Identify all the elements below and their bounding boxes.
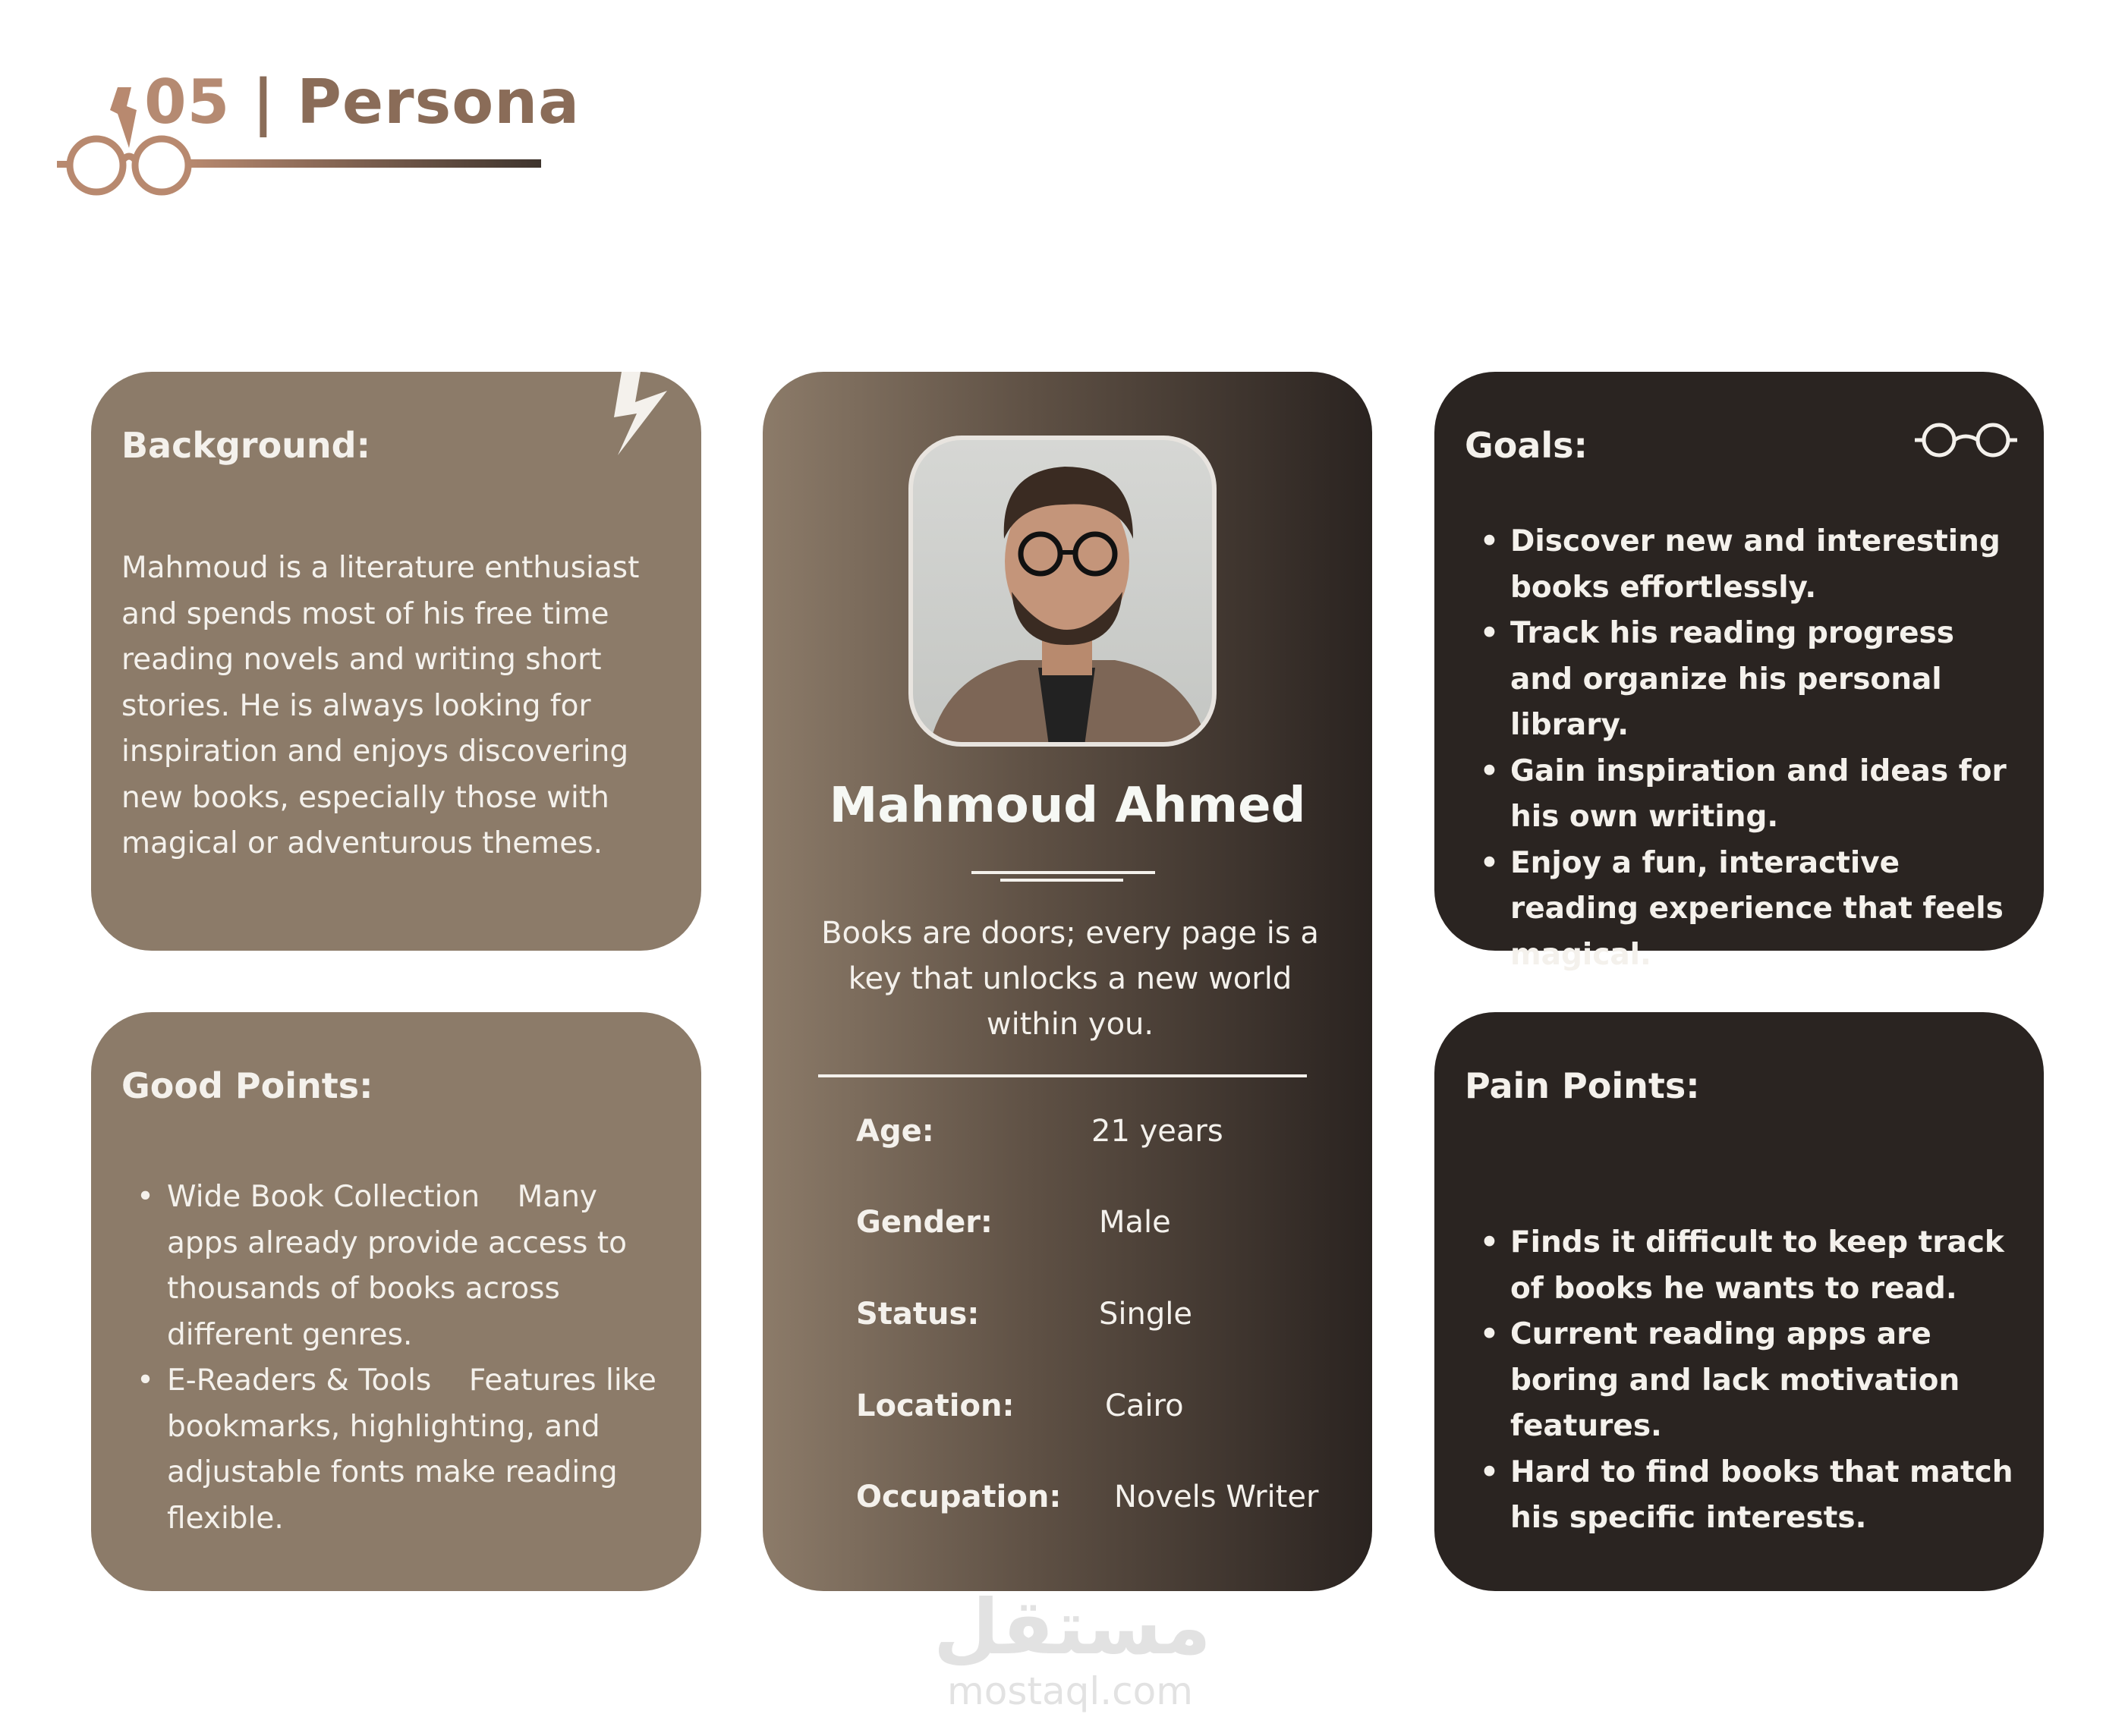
- good-point-item: • Wide Book Collection Many apps already provide access to thousands of books across different genres.: [121, 1175, 671, 1358]
- page-title: [144, 67, 580, 137]
- persona-quote: Books are doors; every page is a key that unlocks a new world within you.: [821, 916, 1319, 1042]
- goal-item: • Enjoy a fun, interactive reading experience that feels magical.: [1465, 841, 2013, 979]
- pain-point-item: • Current reading apps are boring and lack motivation features.: [1465, 1312, 2013, 1450]
- goal-item: • Track his reading progress and organize his personal library.: [1465, 611, 2013, 749]
- good-points-heading: Good Points:: [121, 1065, 373, 1106]
- field-value: 21 years: [1091, 1114, 1223, 1149]
- section-number: 05: [144, 67, 231, 137]
- goal-item: • Discover new and interesting books effortlessly.: [1465, 519, 2013, 611]
- avatar: [908, 436, 1217, 747]
- good-point-item: • E-Readers & Tools Features like bookmarks, highlighting, and adjustable fonts make reading flexible.: [121, 1358, 671, 1542]
- pain-point-item: • Hard to find books that match his specific interests.: [1465, 1450, 2013, 1542]
- field-label: Age:: [856, 1114, 934, 1149]
- divider: [1000, 879, 1123, 882]
- field-value: Cairo: [1105, 1388, 1184, 1423]
- lightning-icon: [110, 87, 137, 148]
- watermark: [933, 1583, 1211, 1713]
- field-label: Status:: [856, 1297, 980, 1332]
- field-label: Gender:: [856, 1205, 993, 1240]
- field-label: Location:: [856, 1388, 1015, 1423]
- field-location: [856, 1388, 1372, 1423]
- watermark-latin: mostaql.com: [947, 1669, 1193, 1713]
- field-gender: [856, 1205, 1372, 1240]
- field-value: Novels Writer: [1114, 1480, 1319, 1514]
- watermark-arabic: مستقل: [933, 1583, 1211, 1672]
- field-value: Single: [1099, 1297, 1192, 1332]
- goals-heading: Goals:: [1465, 425, 1588, 466]
- glasses-icon: [1915, 421, 2017, 459]
- pain-points-heading: Pain Points:: [1465, 1065, 1700, 1106]
- background-text: Mahmoud is a literature enthusiast and spends most of his free time reading novels and writing short stories. He is always looking for inspiration and enjoys discovering new books, especially those with magical or adventurous themes.: [121, 551, 640, 860]
- background-heading: Background:: [121, 425, 370, 466]
- divider: [971, 871, 1155, 874]
- goal-item: • Gain inspiration and ideas for his own writing.: [1465, 749, 2013, 841]
- separator: |: [252, 67, 275, 137]
- good-points-card: [91, 1012, 701, 1591]
- field-label: Occupation:: [856, 1480, 1062, 1514]
- field-age: [856, 1114, 1372, 1149]
- background-card: [91, 372, 701, 951]
- field-value: Male: [1099, 1205, 1171, 1240]
- title-text: Persona: [297, 67, 581, 137]
- lightning-icon: [614, 372, 675, 455]
- pain-point-item: • Finds it difficult to keep track of books he wants to read.: [1465, 1220, 2013, 1312]
- goals-card: [1434, 372, 2044, 972]
- field-status: [856, 1297, 1372, 1332]
- person-photo-icon: [913, 440, 1217, 747]
- persona-name: Mahmoud Ahmed: [829, 778, 1306, 834]
- field-occupation: [856, 1480, 1372, 1514]
- pain-points-card: [1434, 1012, 2044, 1591]
- divider: [818, 1074, 1307, 1077]
